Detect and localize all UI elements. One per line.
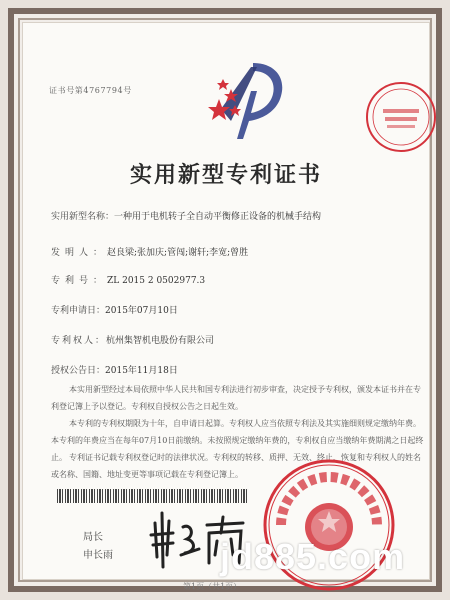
name-row	[51, 209, 321, 222]
grant-date-label: 授权公告日：	[51, 366, 106, 376]
director-name: 申长雨	[83, 550, 113, 561]
patent-office-emblem	[191, 51, 301, 146]
certificate-title: 实用新型专利证书	[129, 162, 322, 188]
name-value: 一种用于电机转子全自动平衡修正设备的机械手结构	[114, 212, 322, 222]
owner-label: 专利权人：	[51, 336, 107, 346]
inventor-label: 发明人：	[51, 248, 108, 258]
paragraph-grant: 本实用新型经过本局依照中华人民共和国专利法进行初步审查，决定授予专利权，颁发本证书并在专利登记簿上予以登记。专利权自授权公告之日起生效。	[51, 385, 421, 411]
patent-number-row	[51, 273, 205, 286]
barcode	[57, 489, 247, 503]
certificate-page	[22, 22, 430, 591]
office-seal-icon	[361, 77, 441, 157]
filing-date-label: 专利申请日：	[51, 306, 106, 316]
grant-date-row	[51, 363, 178, 376]
filing-date-row	[51, 303, 178, 316]
grant-date-value: 2015年11月18日	[105, 366, 178, 376]
owner-value: 杭州集智机电股份有限公司	[106, 336, 215, 346]
watermark: jd885.com	[220, 536, 406, 577]
patent-number-label: 专利号：	[51, 276, 108, 286]
director-title: 局长	[83, 532, 103, 543]
certificate-number: 证书号第4767794号	[49, 86, 132, 95]
paragraph-status: 专利证书记载专利权登记时的法律状况。专利权的转移、质押、无效、终止、恢复和专利权人的姓名或名称、国籍、地址变更等事项记载在专利登记簿上。	[51, 453, 421, 479]
inventor-row	[51, 245, 248, 258]
name-label: 实用新型名称：	[51, 212, 115, 222]
filing-date-value: 2015年07月10日	[105, 306, 178, 316]
owner-row	[51, 333, 214, 346]
inventor-value: 赵良梁;张加庆;管闯;谢轩;李宽;曾胜	[107, 248, 249, 258]
page-number: 第1页（共1页）	[183, 582, 242, 591]
paragraph-term: 本专利的专利权期限为十年，自申请日起算。专利权人应当依照专利法及其实施细则规定缴纳年费。本专利的年费应当在每年07月10日前缴纳。未按照规定缴纳年费的，专利权自应当缴纳年费期满之日起终止。	[51, 419, 424, 462]
patent-number-value: ZL 2015 2 0502977.3	[107, 276, 206, 286]
